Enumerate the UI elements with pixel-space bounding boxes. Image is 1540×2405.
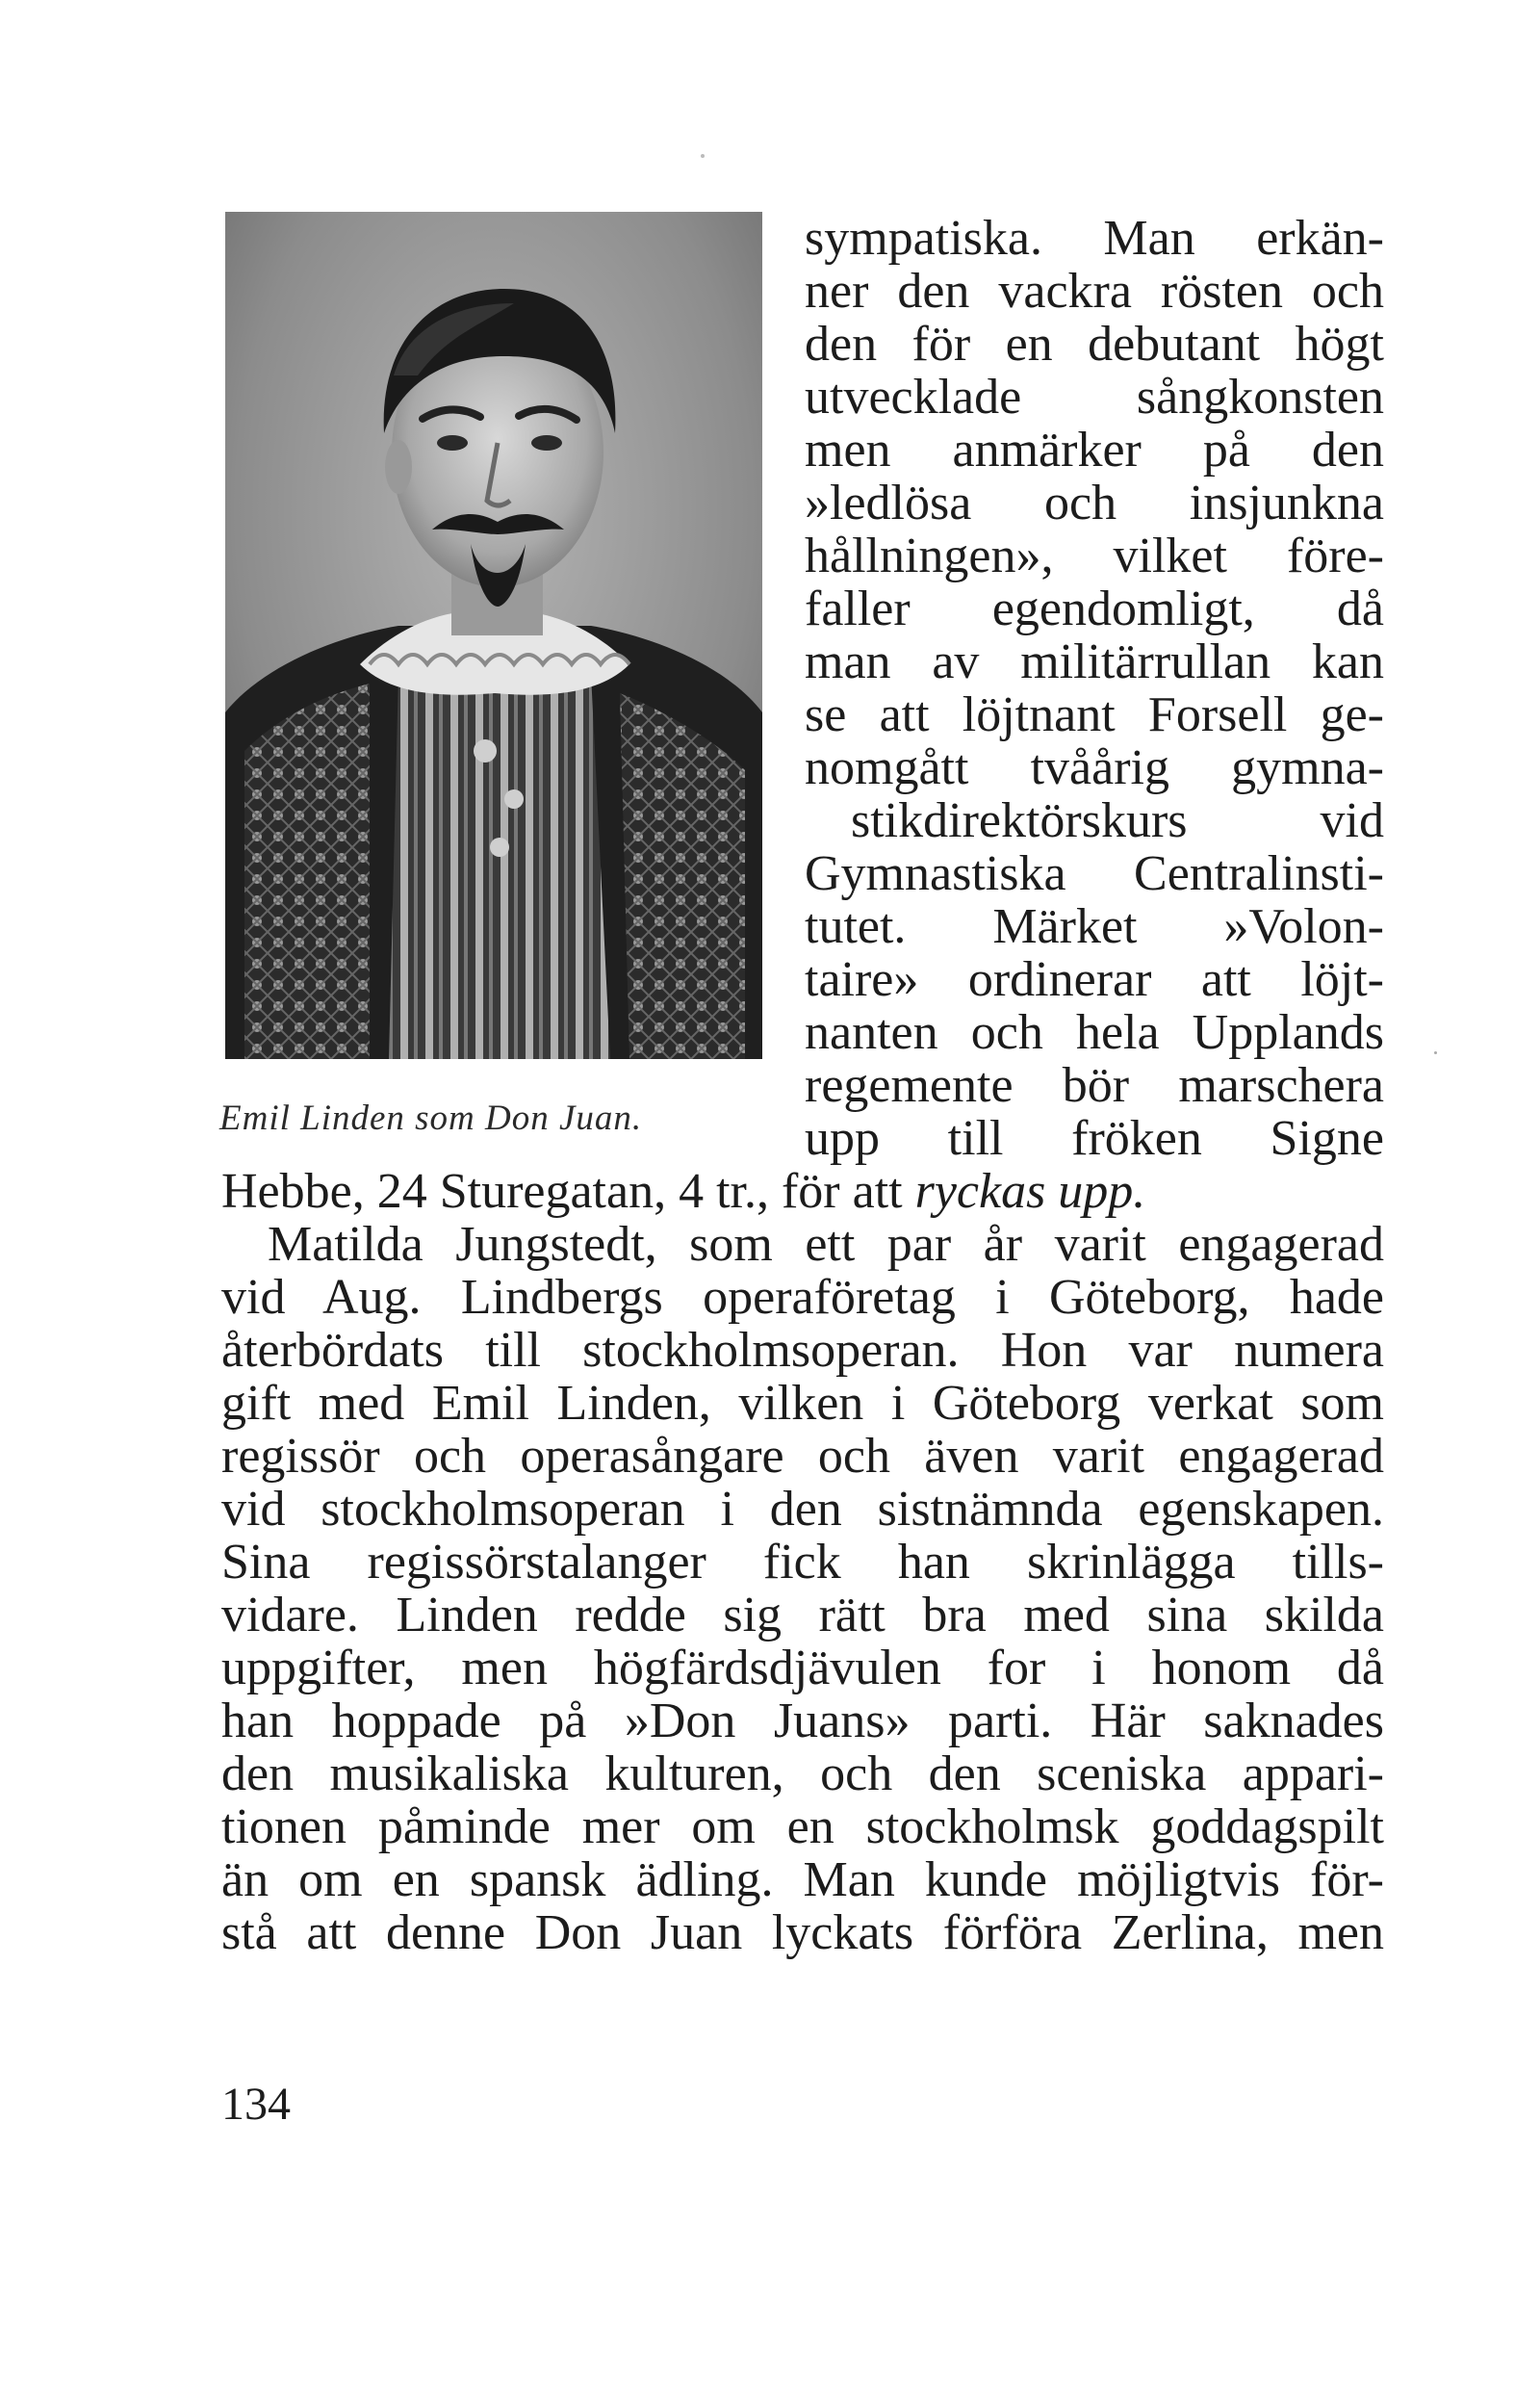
print-speck xyxy=(1434,1051,1437,1054)
text-line: vidare. Linden redde sig rätt bra med sina skilda xyxy=(221,1588,1384,1642)
text-line: än om en spansk ädling. Man kunde möjligtvis för- xyxy=(221,1852,1384,1907)
text-line: den för en debutant högt xyxy=(805,317,1384,372)
text-emphasis: ryckas upp. xyxy=(914,1164,1146,1219)
text-line: tutet. Märket »Volon- xyxy=(805,899,1384,954)
text-line: uppgifter, men högfärdsdjävulen for i honom då xyxy=(221,1641,1384,1695)
text-line: nanten och hela Upplands xyxy=(805,1005,1384,1060)
page-number: 134 xyxy=(221,2079,291,2130)
text-line: ner den vackra rösten och xyxy=(805,264,1384,319)
text-line: upp till fröken Signe xyxy=(805,1111,1384,1166)
text-line: taire» ordinerar att löjt- xyxy=(805,952,1384,1007)
text-line: utvecklade sångkonsten xyxy=(805,370,1384,425)
text-line: hållningen», vilket före- xyxy=(805,529,1384,583)
text-line: vid Aug. Lindbergs operaföretag i Göteborg, hade xyxy=(221,1270,1384,1325)
text-line: regemente bör marschera xyxy=(805,1058,1384,1113)
text-line: regissör och operasångare och även varit engagerad xyxy=(221,1429,1384,1484)
text-line: men anmärker på den xyxy=(805,423,1384,478)
print-speck xyxy=(701,154,705,158)
text-line: Sina regissörstalanger fick han skrinlägga tills- xyxy=(221,1535,1384,1590)
text-line: man av militärrullan kan xyxy=(805,634,1384,689)
text-line: »ledlösa och insjunkna xyxy=(805,476,1384,530)
text-line: tionen påminde mer om en stockholmsk goddagspilt xyxy=(221,1799,1384,1854)
text-line: faller egendomligt, då xyxy=(805,582,1384,636)
text-line: stå att denne Don Juan lyckats förföra Zerlina, men xyxy=(221,1905,1384,1960)
text-line: se att löjtnant Forsell ge- xyxy=(805,687,1384,742)
text-line: stikdirektörskurs vid xyxy=(851,793,1384,848)
text-line: gift med Emil Linden, vilken i Göteborg verkat som xyxy=(221,1376,1384,1431)
photo-caption: Emil Linden som Don Juan. xyxy=(219,1099,643,1138)
portrait-photo xyxy=(225,212,762,1059)
text-line xyxy=(221,1163,1384,1221)
text-line: Gymnastiska Centralinsti- xyxy=(805,846,1384,901)
text-line: sympatiska. Man erkän- xyxy=(805,211,1384,266)
text-line-roman: Hebbe, 24 Sturegatan, 4 tr., för att xyxy=(221,1164,903,1219)
text-line: vid stockholmsoperan i den sistnämnda egenskapen. xyxy=(221,1482,1384,1537)
text-line: den musikaliska kulturen, och den sceniska appari- xyxy=(221,1746,1384,1801)
text-line: han hoppade på »Don Juans» parti. Här saknades xyxy=(221,1694,1384,1748)
text-line: Matilda Jungstedt, som ett par år varit engagerad xyxy=(268,1217,1384,1272)
text-line: återbördats till stockholmsoperan. Hon var numera xyxy=(221,1323,1384,1378)
text-line: nomgått tvåårig gymna- xyxy=(805,740,1384,795)
